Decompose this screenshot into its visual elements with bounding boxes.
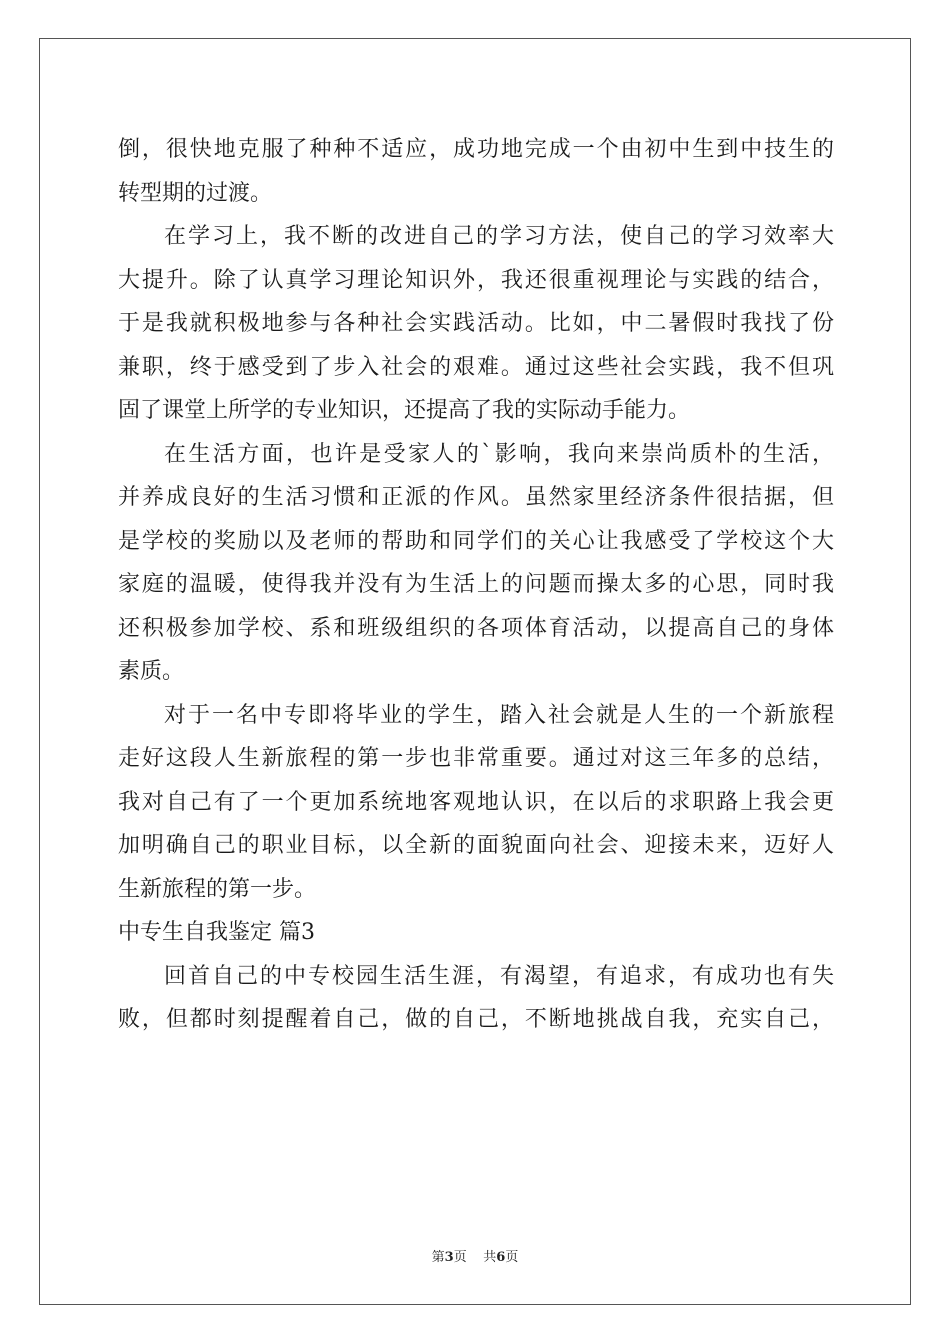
text-line: 转型期的过渡。 [118, 180, 273, 206]
section-heading: 中专生自我鉴定 篇3 [118, 920, 315, 945]
text-line: 还积极参加学校、系和班级组织的各项体育活动，以提高自己的身体 [118, 615, 834, 641]
text-line: 我对自己有了一个更加系统地客观地认识，在以后的求职路上我会更 [118, 789, 834, 815]
page-prefix: 第 [431, 1250, 445, 1265]
text-line: 倒，很快地克服了种种不适应，成功地完成一个由初中生到中技生的 [118, 137, 834, 162]
document-body [118, 128, 834, 1042]
text-line: 败，但都时刻提醒着自己，做的自己，不断地挑战自我，充实自己， [118, 1007, 834, 1032]
page-suffix: 页 [453, 1250, 467, 1265]
text-line: 大提升。除了认真学习理论知识外，我还很重视理论与实践的结合， [118, 267, 834, 293]
text-line: 是学校的奖励以及老师的帮助和同学们的关心让我感受了学校这个大 [118, 528, 834, 554]
total-suffix: 页 [505, 1250, 519, 1265]
text-line: 并养成良好的生活习惯和正派的作风。虽然家里经济条件很拮据，但 [118, 485, 834, 510]
text-line: 走好这段人生新旅程的第一步也非常重要。通过对这三年多的总结， [118, 746, 834, 771]
page-footer [0, 1246, 950, 1265]
text-line: 加明确自己的职业目标，以全新的面貌面向社会、迎接未来，迈好人 [118, 833, 834, 858]
text-line: 于是我就积极地参与各种社会实践活动。比如，中二暑假时我找了份 [118, 311, 834, 336]
paragraph-start: 在学习上，我不断的改进自己的学习方法，使自己的学习效率大 [164, 224, 834, 249]
page-current: 3 [444, 1250, 454, 1265]
paragraph-start: 在生活方面，也许是受家人的`影响，我向来崇尚质朴的生活， [164, 441, 834, 467]
text-line: 兼职，终于感受到了步入社会的艰难。通过这些社会实践，我不但巩 [118, 354, 834, 380]
text-line: 生新旅程的第一步。 [118, 876, 317, 902]
page-total: 6 [496, 1250, 506, 1265]
paragraph-start: 回首自己的中专校园生活生涯，有渴望，有追求，有成功也有失 [164, 963, 834, 989]
text-line: 固了课堂上所学的专业知识，还提高了我的实际动手能力。 [118, 398, 691, 423]
text-line: 素质。 [118, 659, 185, 684]
paragraph-start: 对于一名中专即将毕业的学生，踏入社会就是人生的一个新旅程 [164, 702, 834, 728]
total-prefix: 共 [483, 1250, 497, 1265]
text-line: 家庭的温暖，使得我并没有为生活上的问题而操太多的心思，同时我 [118, 572, 834, 597]
